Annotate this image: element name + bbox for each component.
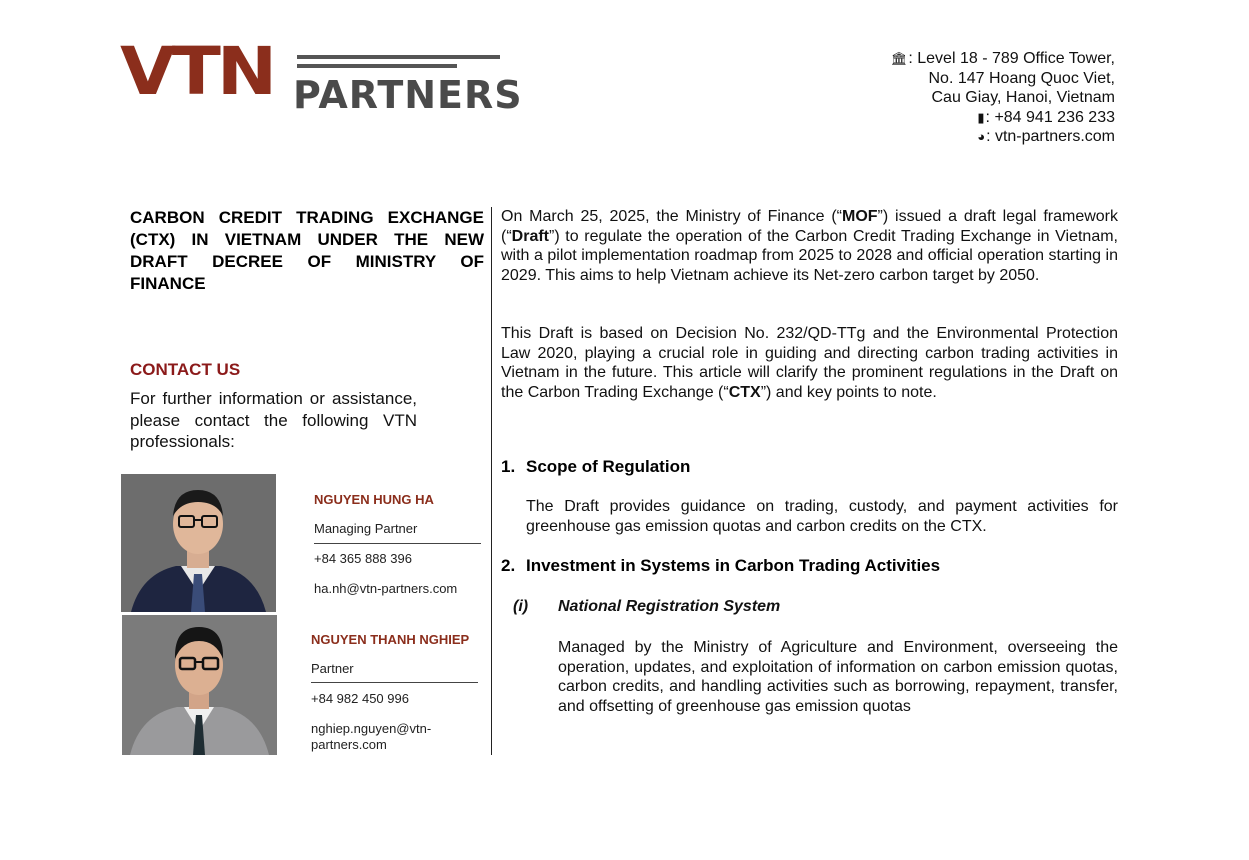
person-name: NGUYEN THANH NGHIEP xyxy=(311,632,470,647)
logo-lines xyxy=(297,55,500,73)
globe-icon: ◕ xyxy=(977,129,986,144)
avatar xyxy=(121,474,276,612)
person-name: NGUYEN HUNG HA xyxy=(314,492,434,507)
section-paragraph: The Draft provides guidance on trading, custody, and payment activities for greenhouse gas emission quotas and carbon credits on the CTX. xyxy=(526,498,1118,535)
divider-rule xyxy=(314,543,481,544)
avatar xyxy=(122,615,277,755)
contact-heading: CONTACT US xyxy=(130,360,241,379)
contact-intro: For further information or assistance, please contact the following VTN professionals: xyxy=(130,389,417,451)
phone-icon: ▮ xyxy=(977,109,985,125)
column-divider xyxy=(491,207,492,755)
basis-paragraph: This Draft is based on Decision No. 232/QD-TTg and the Environmental Protection Law 2020, playing a crucial role in guiding and directing carbon trading activities in Vietnam in the future. This article will clarify the prominent regulations in the Draft on the Carbon Trading Exchange (“CTX”) and key points to note. xyxy=(501,325,1118,401)
document-title: CARBON CREDIT TRADING EXCHANGE (CTX) IN VIETNAM UNDER THE NEW DRAFT DECREE OF MINISTRY OF FINANCE xyxy=(130,208,484,293)
address-line: Level 18 - 789 Office Tower, xyxy=(917,50,1115,67)
person-phone: +84 982 450 996 xyxy=(311,691,409,706)
person-role: Managing Partner xyxy=(314,521,418,536)
logo-vtn: VTN xyxy=(120,32,274,110)
address-line: Cau Giay, Hanoi, Vietnam xyxy=(931,89,1115,106)
address-line: No. 147 Hoang Quoc Viet, xyxy=(928,69,1115,87)
person-email[interactable]: ha.nh@vtn-partners.com xyxy=(314,581,458,596)
address-block: 🏛: Level 18 - 789 Office Tower, No. 147 Hoang Quoc Viet, Cau Giay, Hanoi, Vietnam ▮: +84 941 236 233 ◕: vtn-partners.com xyxy=(890,50,1115,145)
logo-partners: PARTNERS xyxy=(293,73,523,117)
divider-rule xyxy=(311,682,478,683)
office-phone: +84 941 236 233 xyxy=(994,108,1115,126)
person-email[interactable]: nghiep.nguyen@vtn-partners.com xyxy=(311,721,432,752)
person-role: Partner xyxy=(311,661,354,676)
section-heading: 2. Investment in Systems in Carbon Trading Activities xyxy=(501,556,941,575)
subsection-paragraph: Managed by the Ministry of Agriculture and Environment, overseeing the operation, updates, and exploitation of information on carbon emission quotas, carbon credits, and handling activities such as borrowing, repayment, transfer, and offsetting of greenhouse gas emission quotas xyxy=(558,639,1118,715)
website-link[interactable]: vtn-partners.com xyxy=(994,128,1115,145)
intro-paragraph: On March 25, 2025, the Ministry of Finance (“MOF”) issued a draft legal framework (“Draft”) to regulate the operation of the Carbon Credit Trading Exchange in Vietnam, with a pilot implementation roadmap from 2025 to 2028 and official operation starting in 2029. This aims to help Vietnam achieve its Net-zero carbon target by 2050. xyxy=(501,208,1119,284)
person-phone: +84 365 888 396 xyxy=(314,551,412,566)
building-icon: 🏛 xyxy=(890,51,908,66)
subsection-heading: (i) National Registration System xyxy=(513,598,781,615)
section-heading: 1. Scope of Regulation xyxy=(501,457,691,476)
